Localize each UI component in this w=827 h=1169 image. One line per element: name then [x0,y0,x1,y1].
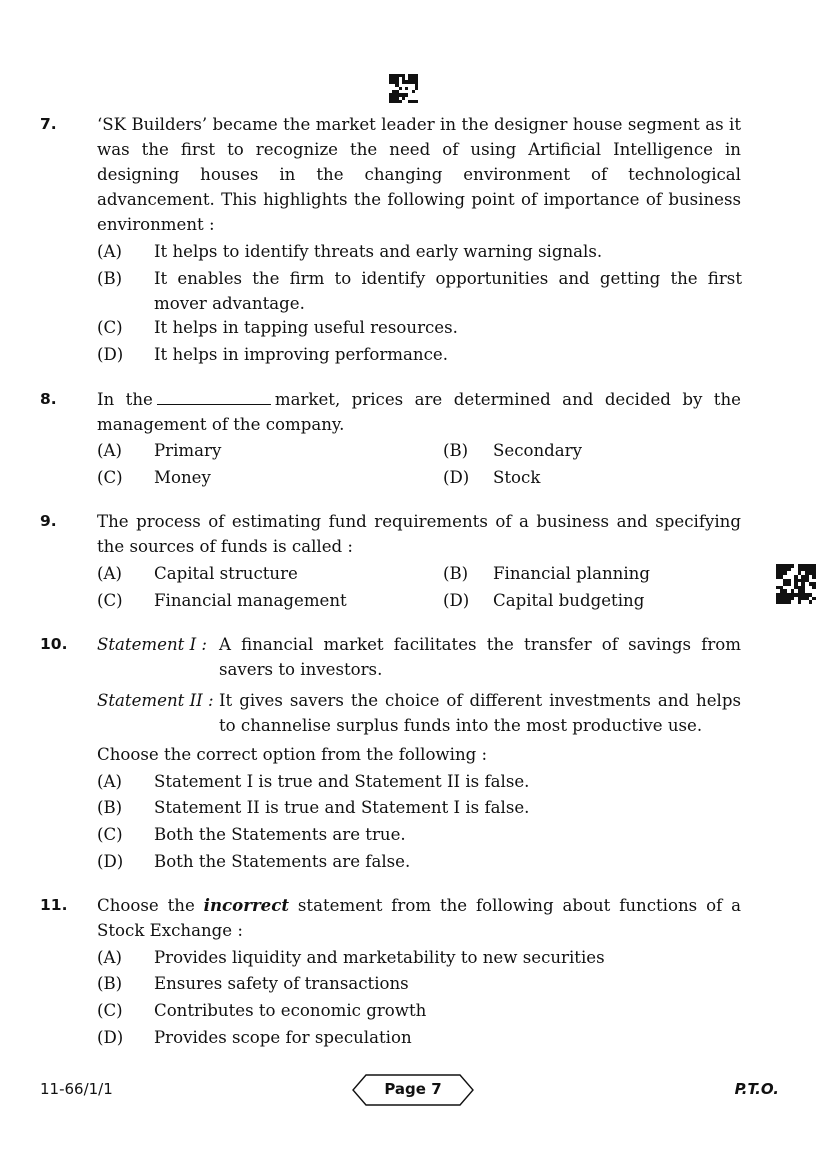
option-label: (C) [97,1001,123,1020]
option-d [97,849,741,874]
question-number: 9. [40,512,57,530]
option-label: (C) [97,318,123,337]
option-label: (B) [97,974,123,993]
option-label: (C) [97,825,123,844]
option-a [97,945,741,970]
option-text: It enables the firm to identify opportunities and getting the first mover advantage. [154,269,742,313]
qr-module [415,100,418,103]
option-label: (A) [97,441,122,460]
statement-1-label: Statement I : [97,635,208,654]
option-label: (D) [97,1028,124,1047]
option-label: (D) [443,468,470,487]
option-label: (D) [97,852,124,871]
option-label: (C) [97,591,123,610]
option-c [97,465,397,490]
question-number: 8. [40,390,57,408]
qr-code-icon [776,564,816,604]
option-label: (A) [97,242,122,261]
option-text: Money [154,468,211,487]
option-label: (B) [97,269,123,288]
pto-label: P.T.O. [734,1080,779,1098]
qr-code-icon [389,74,418,103]
option-label: (A) [97,564,122,583]
option-d [97,342,741,367]
question-text-start: Choose the [97,896,195,915]
option-text: Stock [493,468,541,487]
option-text: Statement II is true and Statement I is false. [154,798,530,817]
option-label: (B) [443,564,469,583]
option-a [97,438,397,463]
option-text: Provides liquidity and marketability to new securities [154,948,605,967]
qr-module [812,600,816,604]
option-text: It helps to identify threats and early warning signals. [154,242,603,261]
option-text: Both the Statements are false. [154,852,411,871]
page-label: Page 7 [384,1080,442,1098]
option-b [97,795,741,820]
option-text: Financial planning [493,564,650,583]
option-c [97,998,741,1023]
paper-code: 11-66/1/1 [40,1080,113,1098]
question-text [97,893,741,943]
question-text: ‘SK Builders’ became the market leader in the designer house segment as it was the first to recognize the need of using Artificial Intelligence in designing houses in the changing environment of technological advancement. This highlights the following point of importance of business environment : [97,115,741,234]
option-d [97,1025,741,1050]
option-text: It helps in improving performance. [154,345,448,364]
option-text: Both the Statements are true. [154,825,406,844]
page-number-badge [352,1074,474,1106]
fill-in-blank [157,390,271,405]
option-text: Provides scope for speculation [154,1028,412,1047]
option-label: (A) [97,948,122,967]
option-text: It helps in tapping useful resources. [154,318,458,337]
question-number: 11. [40,896,68,914]
option-c [97,822,741,847]
option-a [97,769,741,794]
option-text: Secondary [493,441,582,460]
question-prompt: Choose the correct option from the following : [97,745,488,764]
option-b [443,438,741,463]
option-text: Contributes to economic growth [154,1001,427,1020]
option-b [97,971,741,996]
question-text-end: statement from the following about functions of a Stock Exchange : [97,896,741,940]
question-number: 7. [40,115,57,133]
option-b [443,561,741,586]
option-text: Financial management [154,591,347,610]
statement-1-text: A financial market facilitates the transfer of savings from savers to investors. [219,635,741,679]
statement-2-label: Statement II : [97,691,214,710]
question-text [97,387,741,437]
option-c [97,588,397,613]
option-text: Capital budgeting [493,591,645,610]
question-text: The process of estimating fund requirements of a business and specifying the sources of funds is called : [97,512,741,556]
option-a [97,561,397,586]
statement-2-text: It gives savers the choice of different investments and helps to channelise surplus funds into the most productive use. [219,691,741,735]
option-d [443,465,741,490]
option-text: Capital structure [154,564,298,583]
option-text: Primary [154,441,222,460]
option-text: Ensures safety of transactions [154,974,409,993]
question-text-start: In the [97,390,153,409]
option-label: (D) [97,345,124,364]
option-label: (D) [443,591,470,610]
question-number: 10. [40,635,68,653]
option-label: (B) [443,441,469,460]
question-text-end: market, prices are determined and decided by the management of the company. [97,390,741,434]
emphasis-word: incorrect [203,895,290,915]
option-label: (C) [97,468,123,487]
option-a [97,239,741,264]
option-b [97,266,741,316]
option-label: (B) [97,798,123,817]
option-d [443,588,741,613]
option-c [97,315,741,340]
option-text: Statement I is true and Statement II is false. [154,772,530,791]
option-label: (A) [97,772,122,791]
